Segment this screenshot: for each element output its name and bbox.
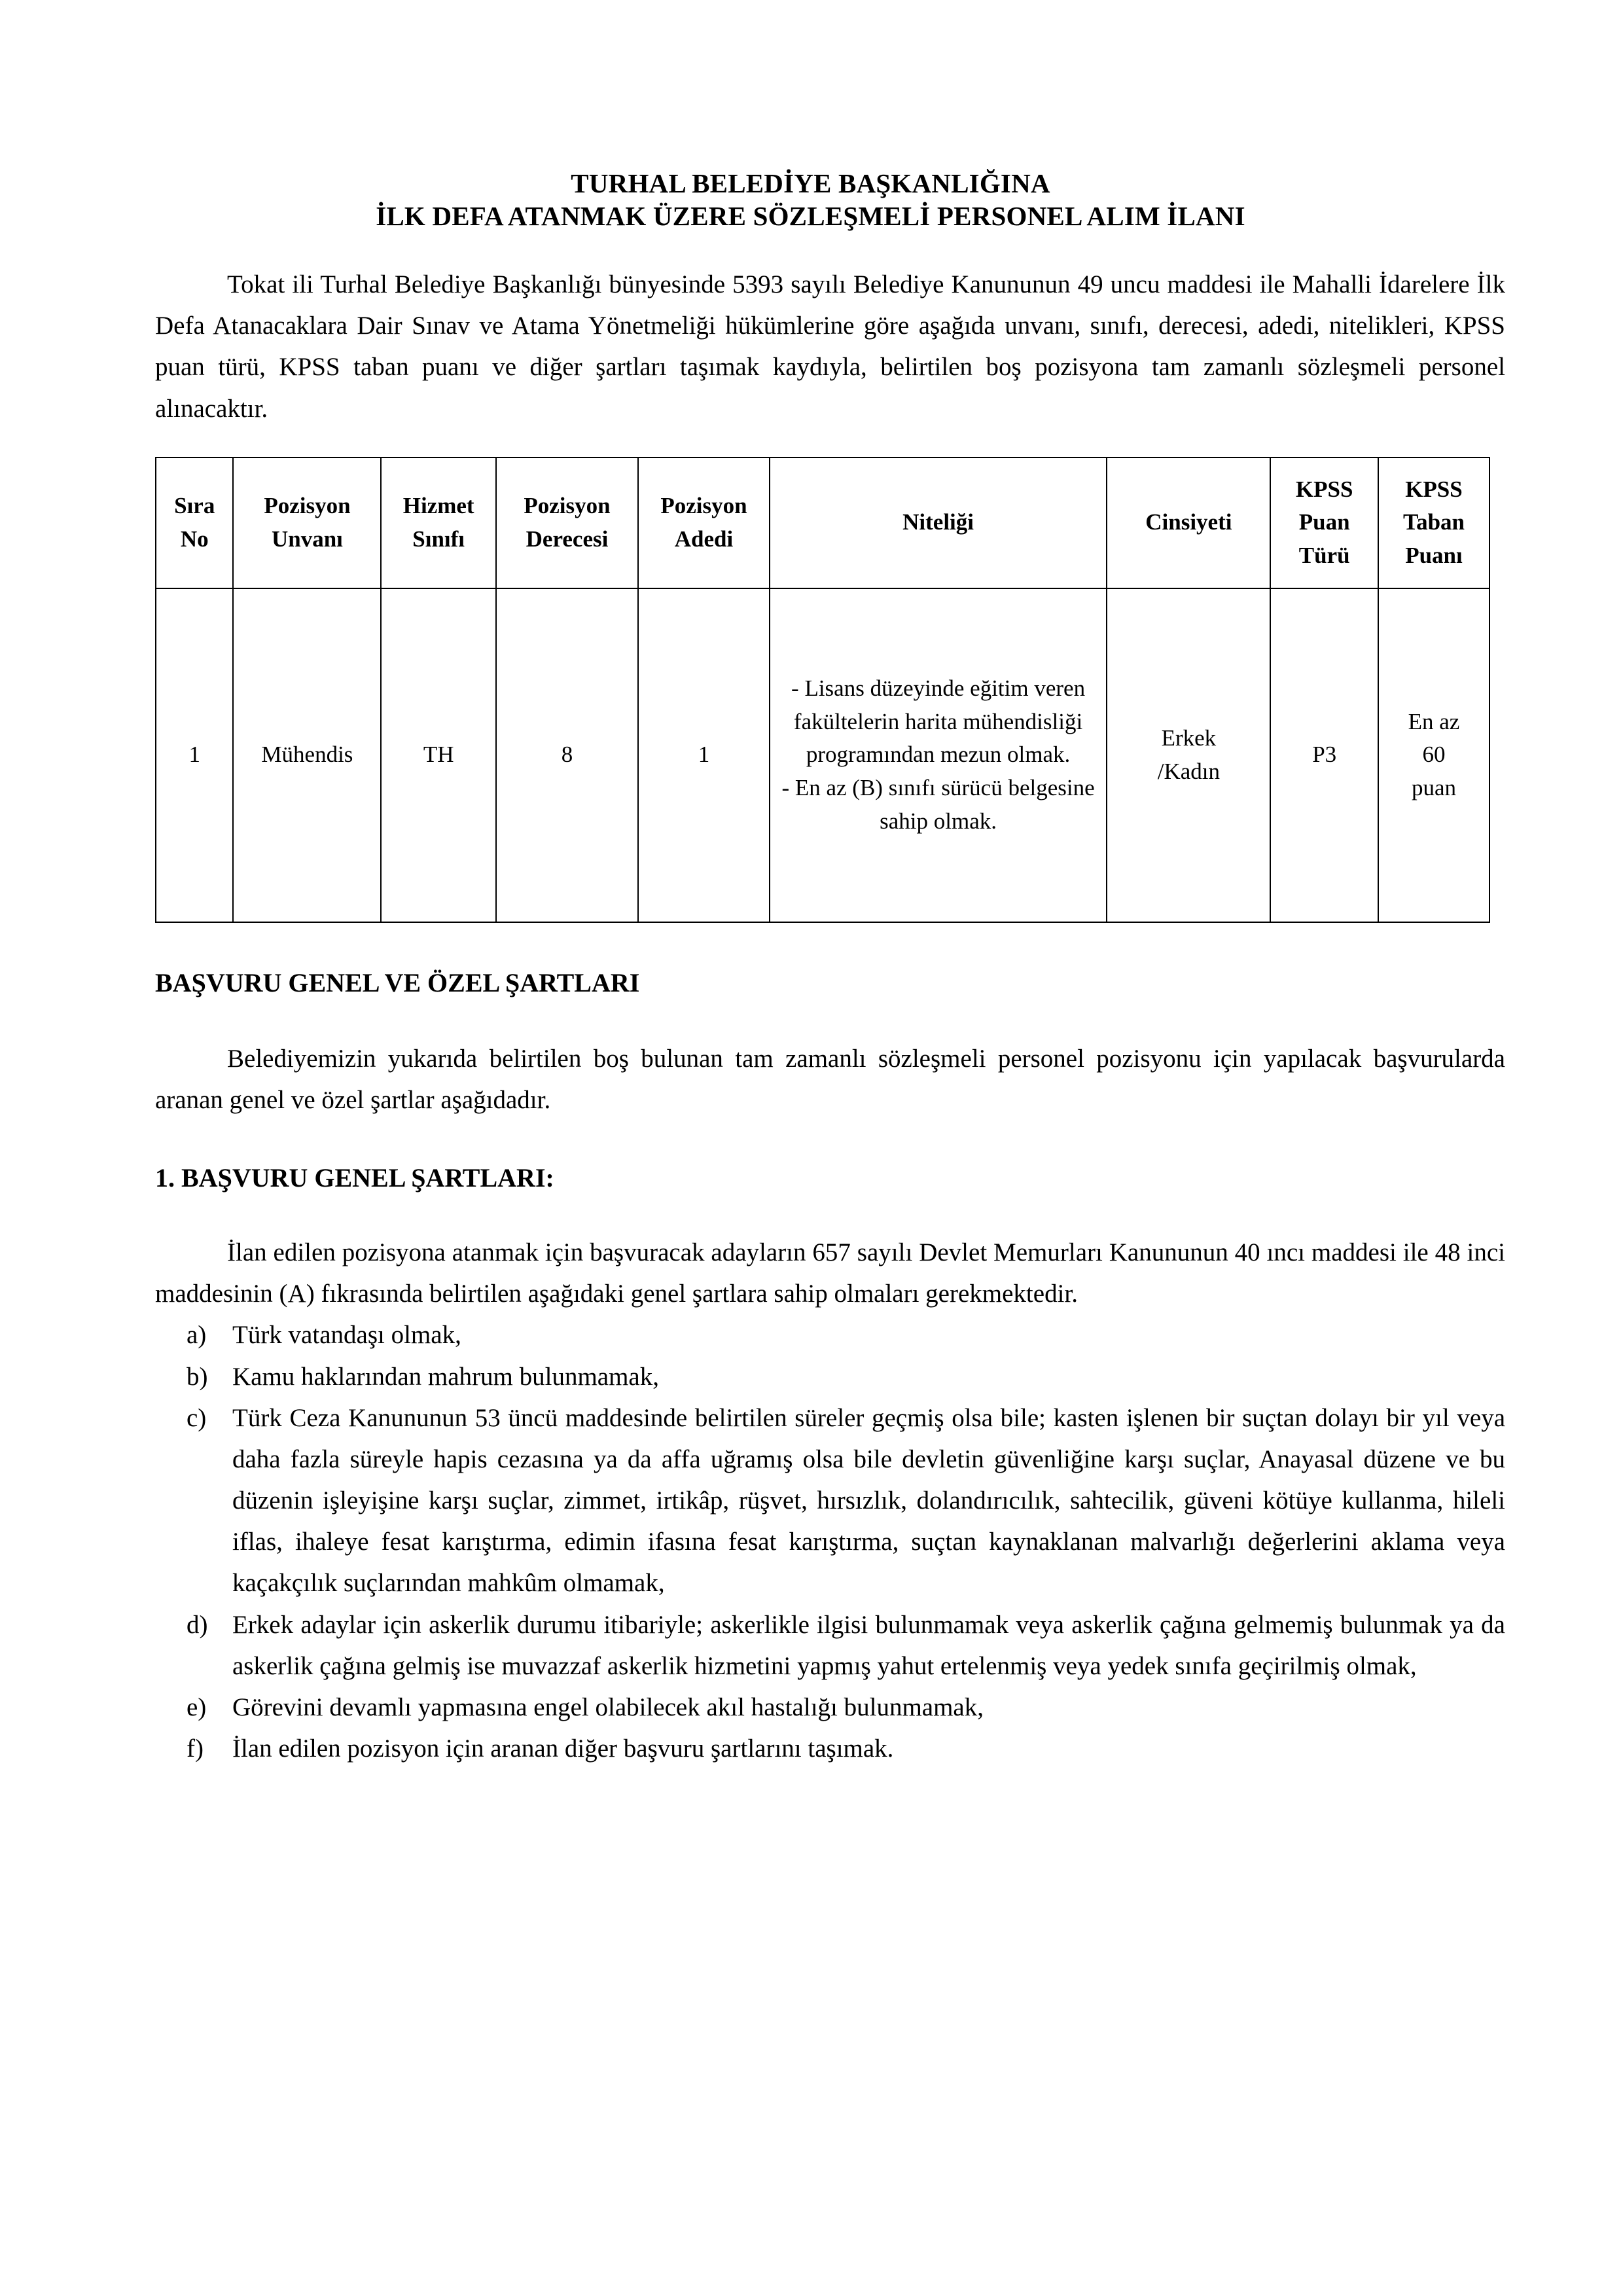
header-hizmet-sinifi — [381, 457, 496, 588]
list-item-marker: c) — [187, 1403, 207, 1432]
list-item — [155, 1687, 1505, 1728]
list-item — [155, 1604, 1505, 1687]
list-item-marker: b) — [187, 1362, 208, 1391]
position-table — [155, 457, 1490, 923]
list-item — [155, 1397, 1505, 1604]
header-pozisyon-unvani-line2: Unvanı — [271, 526, 343, 552]
position-table-body — [156, 588, 1489, 922]
cell-hizmet-sinifi: TH — [381, 588, 496, 922]
header-kpss-taban-puani — [1378, 457, 1489, 588]
intro-paragraph: Tokat ili Turhal Belediye Başkanlığı bünyesinde 5393 sayılı Belediye Kanununun 49 uncu maddesi ile Mahalli İdarelere İlk Defa Atanacaklara Dair Sınav ve Atama Yönetmeliği hükümlerine göre aşağıda unvanı, sınıfı, derecesi, adedi, nitelikleri, KPSS puan türü, KPSS taban puanı ve diğer şartları taşımak kaydıyla, belirtilen boş pozisyona tam zamanlı sözleşmeli personel alınacaktır. — [155, 270, 1505, 423]
list-item-marker: f) — [187, 1734, 204, 1763]
header-pozisyon-adedi-line2: Adedi — [674, 526, 734, 552]
header-sira-no-line1: Sıra — [174, 492, 215, 518]
position-table-wrapper — [155, 457, 1490, 923]
header-kpss-taban-puani-line2: Taban — [1402, 509, 1465, 535]
table-row — [156, 588, 1489, 922]
list-item-marker: d) — [187, 1610, 208, 1639]
cell-kpss-taban-puani — [1378, 588, 1489, 922]
header-sira-no-line2: No — [180, 526, 209, 552]
cinsiyeti-line2: /Kadın — [1157, 758, 1220, 784]
list-item-marker: e) — [187, 1693, 207, 1721]
kpss-taban-puani-line2: 60 — [1422, 742, 1446, 768]
cell-sira-no: 1 — [156, 588, 233, 922]
kpss-taban-puani-line3: puan — [1411, 775, 1456, 801]
position-table-header — [156, 457, 1489, 588]
list-item-text: Türk vatandaşı olmak, — [232, 1321, 461, 1350]
title-line-1: TURHAL BELEDİYE BAŞKANLIĞINA — [571, 168, 1050, 198]
list-item — [155, 1314, 1505, 1355]
cell-kpss-puan-turu: P3 — [1270, 588, 1378, 922]
header-kpss-puan-turu-line2: Puan — [1298, 509, 1350, 535]
section-heading-basvuru-genel-ve-ozel-sartlari: BAŞVURU GENEL VE ÖZEL ŞARTLARI — [155, 967, 640, 997]
header-pozisyon-unvani — [233, 457, 381, 588]
general-conditions-list — [155, 1314, 1505, 1769]
header-kpss-taban-puani-line1: KPSS — [1405, 476, 1463, 502]
kpss-taban-puani-line1: En az — [1408, 708, 1460, 734]
list-item-text: Kamu haklarından mahrum bulunmamak, — [232, 1362, 659, 1391]
cinsiyeti-line1: Erkek — [1161, 725, 1217, 751]
paragraph-basvuru-genel-ve-ozel-sartlari: Belediyemizin yukarıda belirtilen boş bulunan tam zamanlı sözleşmeli personel pozisyonu için yapılacak başvurularda aranan genel ve özel şartlar aşağıdadır. — [155, 1044, 1505, 1114]
niteligi-requirement-1: - Lisans düzeyinde eğitim veren fakültelerin harita mühendisliği programından mezun olmak. — [791, 675, 1086, 768]
header-hizmet-sinifi-line1: Hizmet — [402, 492, 474, 518]
header-cinsiyeti: Cinsiyeti — [1107, 457, 1270, 588]
header-pozisyon-derecesi-line1: Pozisyon — [524, 492, 611, 518]
cell-cinsiyeti — [1107, 588, 1270, 922]
cell-pozisyon-derecesi: 8 — [496, 588, 638, 922]
table-header-row — [156, 457, 1489, 588]
list-item — [155, 1356, 1505, 1397]
header-pozisyon-derecesi-line2: Derecesi — [526, 526, 609, 552]
cell-niteligi — [770, 588, 1107, 922]
list-item-text: İlan edilen pozisyon için aranan diğer başvuru şartlarını taşımak. — [232, 1734, 894, 1763]
header-niteligi: Niteliği — [770, 457, 1107, 588]
list-item-text: Görevini devamlı yapmasına engel olabilecek akıl hastalığı bulunmamak, — [232, 1693, 984, 1721]
header-pozisyon-unvani-line1: Pozisyon — [264, 492, 351, 518]
header-pozisyon-adedi — [638, 457, 770, 588]
header-sira-no — [156, 457, 233, 588]
title-line-2: İLK DEFA ATANMAK ÜZERE SÖZLEŞMELİ PERSONEL ALIM İLANI — [376, 201, 1245, 232]
header-kpss-puan-turu-line3: Türü — [1298, 543, 1350, 569]
paragraph-basvuru-genel-sartlari: İlan edilen pozisyona atanmak için başvuracak adayların 657 sayılı Devlet Memurları Kanununun 40 ıncı maddesi ile 48 inci maddesinin (A) fıkrasında belirtilen aşağıdaki genel şartlara sahip olmaları gerekmektedir. — [155, 1238, 1505, 1308]
list-item-text: Türk Ceza Kanununun 53 üncü maddesinde belirtilen süreler geçmiş olsa bile; kasten işlenen bir suçtan dolayı bir yıl veya daha fazla süreyle hapis cezasına ya da affa uğramış olsa bile devletin güvenliğine karşı suçlar, Anayasal düzene ve bu düzenin işleyişine karşı suçlar, zimmet, irtikâp, rüşvet, hırsızlık, dolandırıcılık, sahtecilik, güveni kötüye kullanma, hileli iflas, ihaleye fesat karıştırma, edimin ifasına fesat karıştırma, suçtan kaynaklanan malvarlığı değerlerini aklama veya kaçakçılık suçlarından mahkûm olmamak, — [232, 1403, 1505, 1598]
section-heading-basvuru-genel-sartlari: 1. BAŞVURU GENEL ŞARTLARI: — [155, 1163, 554, 1193]
list-item-text: Erkek adaylar için askerlik durumu itibariyle; askerlikle ilgisi bulunmamak veya askerlik çağına gelmemiş bulunmak ya da askerlik çağına gelmiş ise muvazzaf askerlik hizmetini yapmış yahut ertelenmiş veya yedek sınıfa geçirilmiş olmak, — [232, 1610, 1505, 1680]
header-hizmet-sinifi-line2: Sınıfı — [412, 526, 465, 552]
list-item-marker: a) — [187, 1321, 207, 1350]
header-pozisyon-derecesi — [496, 457, 638, 588]
cell-pozisyon-unvani: Mühendis — [233, 588, 381, 922]
list-item — [155, 1728, 1505, 1769]
header-kpss-puan-turu-line1: KPSS — [1295, 476, 1353, 502]
niteligi-requirement-2: - En az (B) sınıfı sürücü belgesine sahip olmak. — [781, 775, 1095, 834]
document-title — [155, 167, 1505, 232]
cell-pozisyon-adedi: 1 — [638, 588, 770, 922]
header-kpss-taban-puani-line3: Puanı — [1405, 543, 1463, 569]
header-kpss-puan-turu — [1270, 457, 1378, 588]
header-pozisyon-adedi-line1: Pozisyon — [660, 492, 747, 518]
